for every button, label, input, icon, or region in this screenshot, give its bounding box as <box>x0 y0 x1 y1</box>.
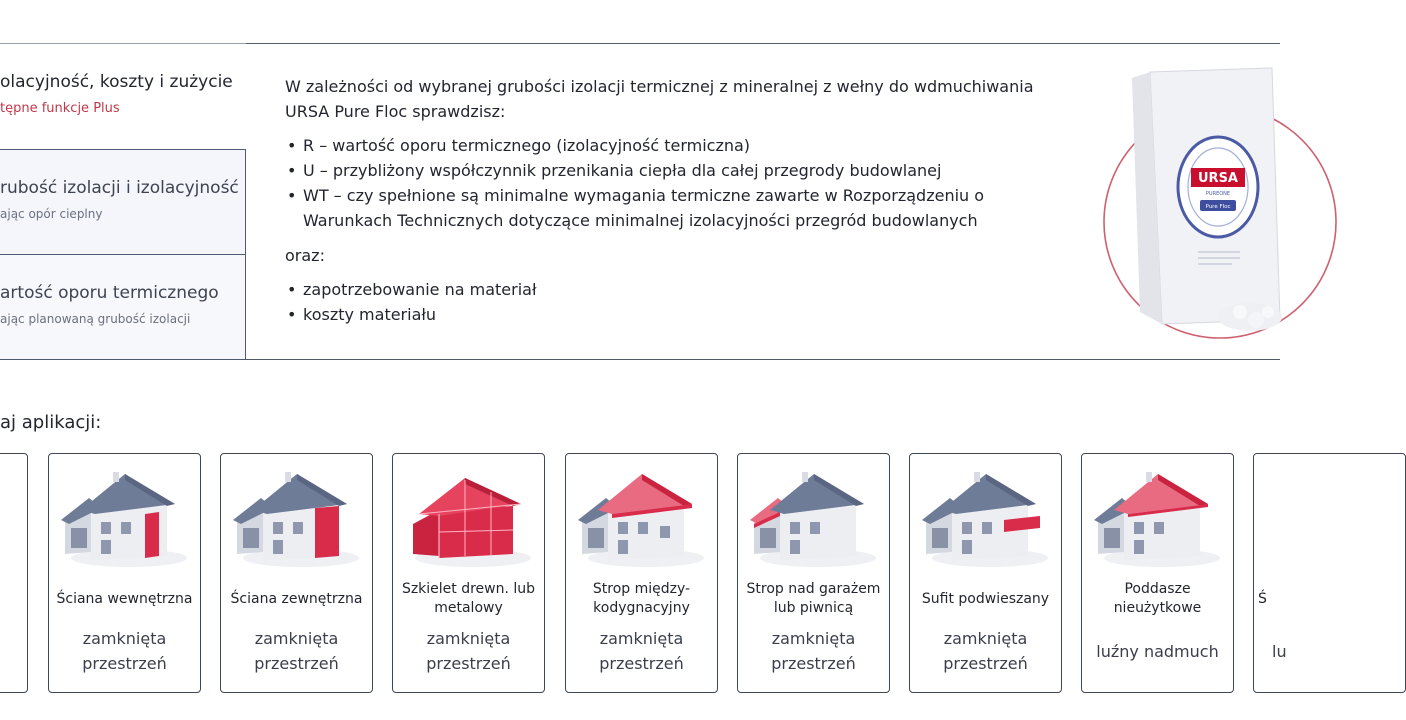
house-intermediate-floor-icon <box>576 470 709 570</box>
card-name: Szkielet drewn. lub metalowy <box>401 581 536 616</box>
house-interior-wall-icon <box>59 470 192 570</box>
application-card-interior-wall[interactable] <box>48 453 201 693</box>
applications-list <box>0 453 1287 693</box>
option-title: rubość izolacji i izolacyjność <box>0 178 239 198</box>
application-card-exterior-wall[interactable] <box>220 453 373 693</box>
top-divider <box>246 43 1280 44</box>
card-name: Ś <box>1258 590 1267 607</box>
card-kind: luźny nadmuch <box>1096 641 1219 661</box>
house-attic-icon <box>1092 470 1225 570</box>
card-kind: lu <box>1272 641 1287 661</box>
card-kind: zamknięta przestrzeń <box>943 629 1028 673</box>
application-card-intermediate-floor[interactable] <box>565 453 718 693</box>
option-subtitle: ając planowaną grubość izolacji <box>0 312 191 326</box>
house-garage-floor-icon <box>748 470 881 570</box>
application-card-garage-floor[interactable] <box>737 453 890 693</box>
option-thickness-insulation[interactable] <box>0 149 246 255</box>
house-frame-icon <box>403 470 536 570</box>
card-name: Poddasze nieużytkowe <box>1113 581 1202 616</box>
list-item: • U – przybliżony współczynnik przenikania ciepła dla całej przegrody budowlanej <box>285 158 1075 183</box>
svg-text:Pure Floc: Pure Floc <box>1205 204 1231 210</box>
card-kind: zamknięta przestrzeń <box>254 629 339 673</box>
list-item: • koszty materiału <box>285 302 1075 327</box>
extras-list <box>285 277 1075 327</box>
option-title: artość oporu termicznego <box>0 283 219 303</box>
calculator-header <box>0 72 233 116</box>
card-kind <box>0 624 21 678</box>
card-name: Sufit podwieszany <box>921 590 1050 607</box>
applications-title: aj aplikacji: <box>0 412 102 433</box>
list-item: • zapotrzebowanie na materiał <box>285 277 1075 302</box>
card-kind: zamknięta przestrzeń <box>426 629 511 673</box>
house-exterior-wall-icon <box>231 470 364 570</box>
brand-logo: URSA <box>1198 171 1238 186</box>
calculator-description <box>285 74 1075 327</box>
svg-text:PUREONE: PUREONE <box>1205 191 1231 197</box>
card-name: Ściana zewnętrzna <box>230 590 363 607</box>
card-name <box>0 576 21 622</box>
application-card-frame[interactable] <box>392 453 545 693</box>
card-name: Strop między-kodygnacyjny <box>592 581 691 616</box>
section-divider <box>246 359 1280 360</box>
card-kind: zamknięta przestrzeń <box>771 629 856 673</box>
option-subtitle: ając opór cieplny <box>0 207 103 221</box>
product-bag-image <box>1100 62 1280 337</box>
list-item: • R – wartość oporu termicznego (izolacyjność termiczna) <box>285 133 1075 158</box>
oraz-label: oraz: <box>285 246 325 265</box>
list-item: • WT – czy spełnione są minimalne wymagania termiczne zawarte w Rozporządzeniu o Warunkach Technicznych dotyczące minimalnej izolacyjności przegród budowlanych <box>285 183 1075 233</box>
application-card[interactable] <box>0 453 28 693</box>
card-name: Ściana wewnętrzna <box>56 590 193 607</box>
card-name: Strop nad garażem lub piwnicą <box>746 581 881 616</box>
checks-list <box>285 133 1075 233</box>
card-kind: zamknięta przestrzeń <box>82 629 167 673</box>
description-intro: W zależności od wybranej grubości izolacji termicznej z mineralnej z wełny do wdmuchiwania URSA Pure Floc sprawdzisz: <box>285 77 1034 121</box>
top-divider-left <box>0 43 246 44</box>
plus-features-note: tępne funkcje Plus <box>0 101 120 116</box>
card-kind: zamknięta przestrzeń <box>599 629 684 673</box>
option-thermal-resistance[interactable] <box>0 254 246 360</box>
house-suspended-ceiling-icon <box>920 470 1053 570</box>
application-card-suspended-ceiling[interactable] <box>909 453 1062 693</box>
application-card[interactable] <box>1253 453 1406 693</box>
calculator-title: olacyjność, koszty i zużycie <box>0 72 233 92</box>
application-card-attic[interactable] <box>1081 453 1234 693</box>
